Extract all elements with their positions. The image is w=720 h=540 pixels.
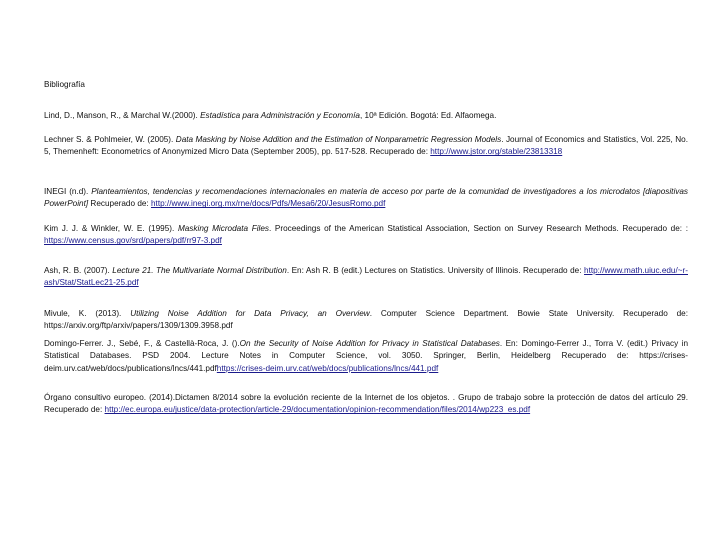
reference-entry-ash <box>44 265 688 290</box>
reference-entry-lechner <box>44 134 688 159</box>
reference-text: Mivule, K. (2013). <box>44 309 131 318</box>
reference-text: Lind, D., Manson, R., & Marchal W.(2000). <box>44 111 201 120</box>
reference-link[interactable]: http://www.inegi.org.mx/rne/docs/Pdfs/Mesa6/20/JesusRomo.pdf <box>150 199 386 209</box>
reference-text: Ash, R. B. (2007). <box>44 266 113 275</box>
reference-text: Kim J. J. & Winkler, W. E. (1995). <box>44 224 178 233</box>
reference-entry-lind <box>44 110 688 122</box>
reference-link[interactable]: https://www.census.gov/srd/papers/pdf/rr97-3.pdf <box>44 236 222 246</box>
reference-entry-mivule <box>44 308 688 333</box>
reference-entry-kim <box>44 223 688 248</box>
reference-title: Lecture 21. The Multivariate Normal Distribution <box>112 266 287 275</box>
reference-text: . En: Domingo-Ferrer J., Torra V. (edit.) Privacy in Statistical Databases. PSD 2004. Lecture Notes in Computer Science, vol. 3050. Springer, Berlin, Heidelberg Recuperado de: https://crises-deim.urv.cat/web/docs/publications/lncs/441.pdf <box>44 339 688 373</box>
reference-text: Lechner S. & Pohlmeier, W. (2005). <box>44 135 176 144</box>
reference-text: INEGI (n.d). <box>44 187 92 196</box>
reference-link[interactable]: http://www.jstor.org/stable/23813318 <box>430 147 563 157</box>
reference-text: Recuperado de: <box>88 199 151 209</box>
reference-text: Domingo-Ferrer. J., Sebé, F., & Castellà-Roca, J. (). <box>44 339 240 348</box>
reference-title: Masking Microdata Files <box>177 224 269 233</box>
reference-link[interactable]: http://www.math.uiuc.edu/~r-ash/Stat/StatLec21-25.pdf <box>44 266 688 288</box>
reference-link[interactable]: http://ec.europa.eu/justice/data-protection/article-29/documentation/opinion-recommendation/files/2014/wp223_es.pdf <box>104 405 531 415</box>
reference-title: On the Security of Noise Addition for Privacy in Statistical Databases <box>239 339 500 348</box>
bibliography-heading: Bibliografía <box>44 80 85 89</box>
reference-title: Utilizing Noise Addition for Data Privacy, an Overview <box>130 309 370 318</box>
reference-title: Planteamientos, tendencias y recomendaciones internacionales en materia de acceso por parte de la comunidad de investigadores a los microdatos [diapositivas PowerPoint] <box>44 187 688 209</box>
reference-entry-organo-consultivo <box>44 392 688 417</box>
reference-title: Estadística para Administración y Economía <box>200 111 360 120</box>
reference-entry-inegi <box>44 186 688 211</box>
reference-link[interactable]: https://crises-deim.urv.cat/web/docs/publications/lncs/441.pdf <box>216 363 439 373</box>
reference-title: Data Masking by Noise Addition and the Estimation of Nonparametric Regression Models <box>175 135 502 144</box>
reference-text: . Proceedings of the American Statistical Association, Section on Survey Research Methods. Recuperado de: : <box>268 224 688 233</box>
reference-entry-domingo-ferrer <box>44 338 688 375</box>
reference-text: . Journal of Economics and Statistics, Vol. 225, No. 5, Themenheft: Econometrics of Anonymized Micro Data (September 2005), pp. 517-528. Recuperado de: <box>44 135 688 157</box>
reference-text: . Computer Science Department. Bowie State University. Recuperado de: https://arxiv.org/ftp/arxiv/papers/1309/1309.3958.pdf <box>44 309 689 331</box>
reference-text: , 10ª Edición. Bogotá: Ed. Alfaomega. <box>359 111 497 120</box>
reference-text: Órgano consultivo europeo. (2014).Dictamen 8/2014 sobre la evolución reciente de la Internet de los objetos. . Grupo de trabajo sobre la protección de datos del artículo 29. Recuperado de: <box>44 393 688 415</box>
reference-text: . En: Ash R. B (edit.) Lectures on Statistics. University of Illinois. Recuperado de: <box>286 266 585 275</box>
